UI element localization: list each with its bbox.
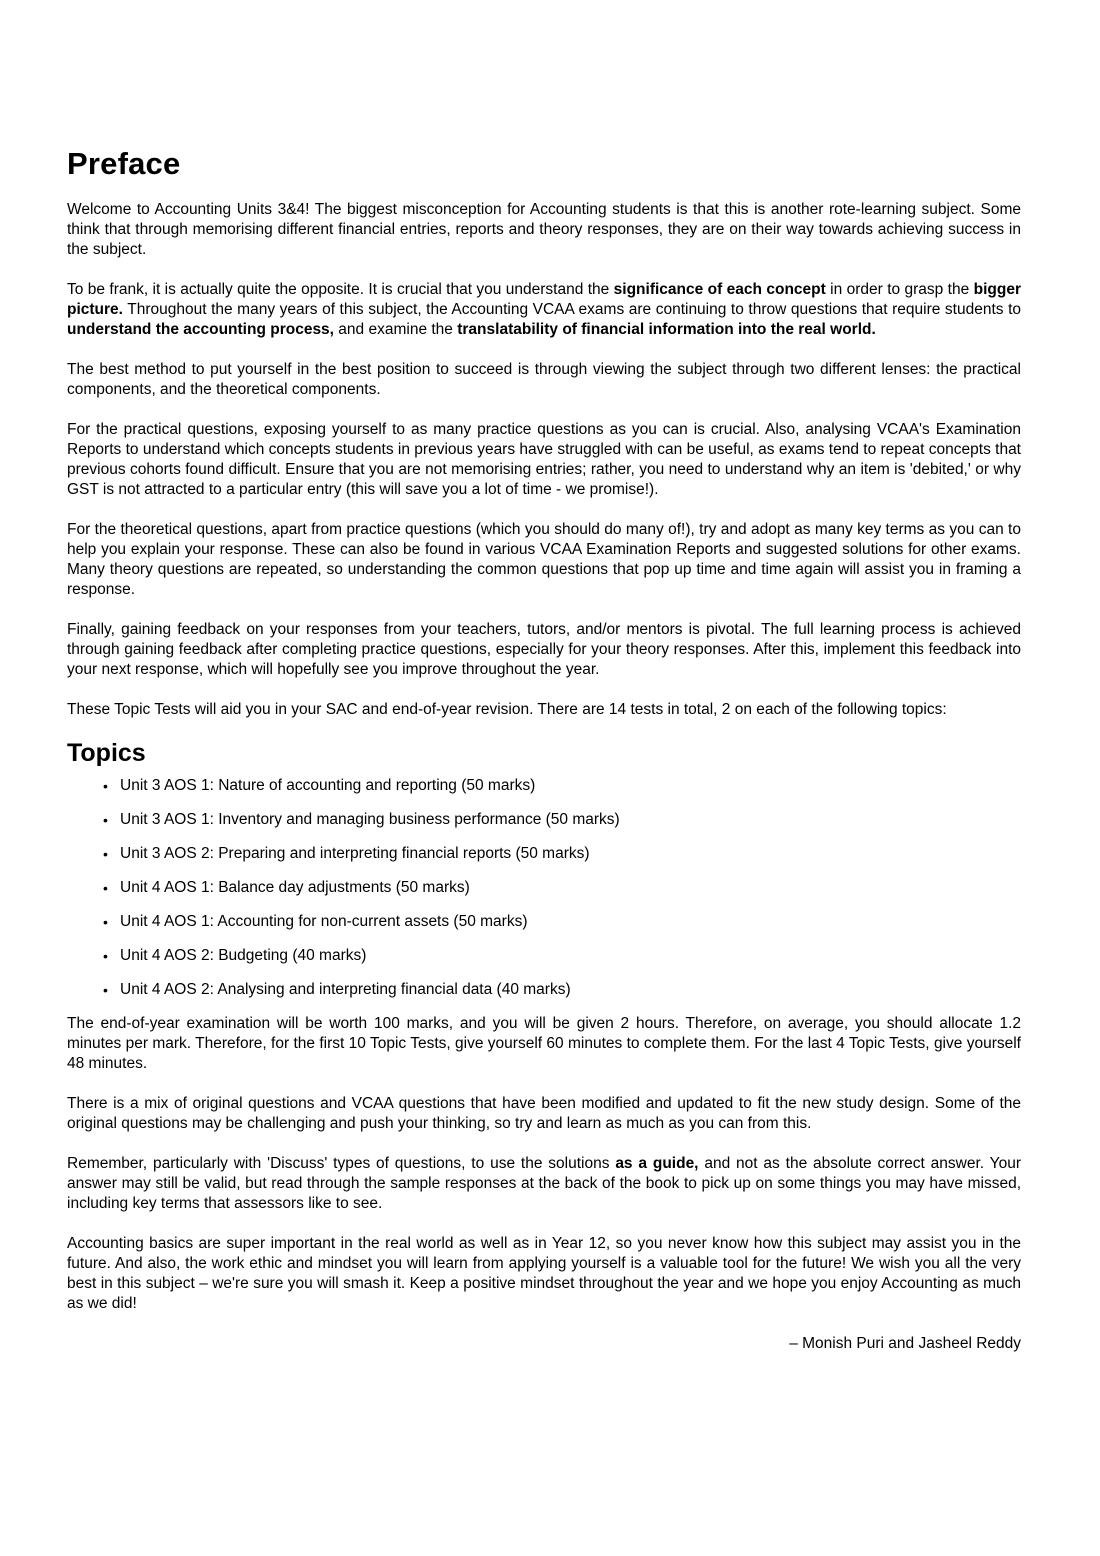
- closing-paragraphs: [67, 1014, 1021, 1314]
- text-segment: and not as the absolute correct answer. Your answer may still be valid, but read through the sample responses at the back of the book to pick up on some things you may have missed, including key terms that assessors like to see.: [67, 1154, 1021, 1212]
- paragraph: [67, 420, 1021, 500]
- page-content: [67, 146, 1021, 1354]
- text-segment: There is a mix of original questions and VCAA questions that have been modified and updated to fit the new study design. Some of the original questions may be challenging and push your thinking, so try and learn as much as you can from this.: [67, 1094, 1021, 1132]
- paragraph: [67, 360, 1021, 400]
- text-segment: and examine the: [334, 320, 458, 338]
- topics-heading: Topics: [67, 738, 146, 767]
- topic-list-item: • Unit 3 AOS 1: Inventory and managing business performance (50 marks): [120, 810, 1021, 830]
- text-segment: The end-of-year examination will be worth 100 marks, and you will be given 2 hours. Therefore, on average, you should allocate 1.2 minutes per mark. Therefore, for the first 10 Topic Tests, give yourself 60 minutes to complete them. For the last 4 Topic Tests, give yourself 48 minutes.: [67, 1014, 1021, 1072]
- paragraph: [67, 1234, 1021, 1314]
- topic-list-item: • Unit 4 AOS 1: Balance day adjustments (50 marks): [120, 878, 1021, 898]
- text-segment: For the theoretical questions, apart from practice questions (which you should do many of!), try and adopt as many key terms as you can to help you explain your response. These can also be found in various VCAA Examination Reports and suggested solutions for other exams. Many theory questions are repeated, so understanding the common questions that pop up time and time again will assist you in framing a response.: [67, 520, 1021, 598]
- topic-list-item: • Unit 4 AOS 1: Accounting for non-current assets (50 marks): [120, 912, 1021, 932]
- topic-list-item: • Unit 4 AOS 2: Budgeting (40 marks): [120, 946, 1021, 966]
- text-segment: The best method to put yourself in the best position to succeed is through viewing the subject through two different lenses: the practical components, and the theoretical components.: [67, 360, 1021, 398]
- page-title: Preface: [67, 146, 181, 181]
- text-segment: To be frank, it is actually quite the opposite. It is crucial that you understand the: [67, 280, 614, 298]
- author-signature: – Monish Puri and Jasheel Reddy: [789, 1334, 1021, 1352]
- text-segment: in order to grasp the: [825, 280, 974, 298]
- text-segment: Welcome to Accounting Units 3&4! The biggest misconception for Accounting students is that this is another rote-learning subject. Some think that through memorising different financial entries, reports and theory responses, they are on their way towards achieving success in the subject.: [67, 200, 1021, 258]
- bold-text-segment: translatability of financial information into the real world.: [457, 320, 876, 338]
- topic-list-item: • Unit 3 AOS 2: Preparing and interpreting financial reports (50 marks): [120, 844, 1021, 864]
- paragraph: [67, 1154, 1021, 1214]
- paragraph: [67, 520, 1021, 600]
- paragraph: [67, 1094, 1021, 1134]
- bold-text-segment: understand the accounting process,: [67, 320, 334, 338]
- text-segment: Remember, particularly with 'Discuss' types of questions, to use the solutions: [67, 1154, 616, 1172]
- topic-list-item: • Unit 4 AOS 2: Analysing and interpreting financial data (40 marks): [120, 980, 1021, 1000]
- paragraph: [67, 1014, 1021, 1074]
- paragraph: [67, 200, 1021, 260]
- text-segment: For the practical questions, exposing yourself to as many practice questions as you can is crucial. Also, analysing VCAA's Examination Reports to understand which concepts students in previous years have struggled with can be useful, as exams tend to repeat concepts that previous cohorts found difficult. Ensure that you are not memorising entries; rather, you need to understand why an item is 'debited,' or why GST is not attracted to a particular entry (this will save you a lot of time - we promise!).: [67, 420, 1021, 498]
- text-segment: Throughout the many years of this subject, the Accounting VCAA exams are continuing to throw questions that require students to: [122, 300, 1021, 318]
- paragraph: [67, 700, 1021, 720]
- text-segment: These Topic Tests will aid you in your SAC and end-of-year revision. There are 14 tests in total, 2 on each of the following topics:: [67, 700, 947, 718]
- topic-list-item: • Unit 3 AOS 1: Nature of accounting and reporting (50 marks): [120, 776, 1021, 796]
- intro-paragraphs: [67, 200, 1021, 720]
- bold-text-segment: significance of each concept: [613, 280, 826, 298]
- paragraph: [67, 280, 1021, 340]
- bold-text-segment: as a guide,: [615, 1154, 699, 1172]
- bold-text-segment: bigger picture.: [67, 280, 1021, 318]
- topics-list: [67, 776, 1021, 1000]
- text-segment: Accounting basics are super important in the real world as well as in Year 12, so you never know how this subject may assist you in the future. And also, the work ethic and mindset you will learn from applying yourself is a valuable tool for the future! We wish you all the very best in this subject – we're sure you will smash it. Keep a positive mindset throughout the year and we hope you enjoy Accounting as much as we did!: [67, 1234, 1021, 1312]
- paragraph: [67, 620, 1021, 680]
- text-segment: Finally, gaining feedback on your responses from your teachers, tutors, and/or mentors is pivotal. The full learning process is achieved through gaining feedback after completing practice questions, especially for your theory responses. After this, implement this feedback into your next response, which will hopefully see you improve throughout the year.: [67, 620, 1021, 678]
